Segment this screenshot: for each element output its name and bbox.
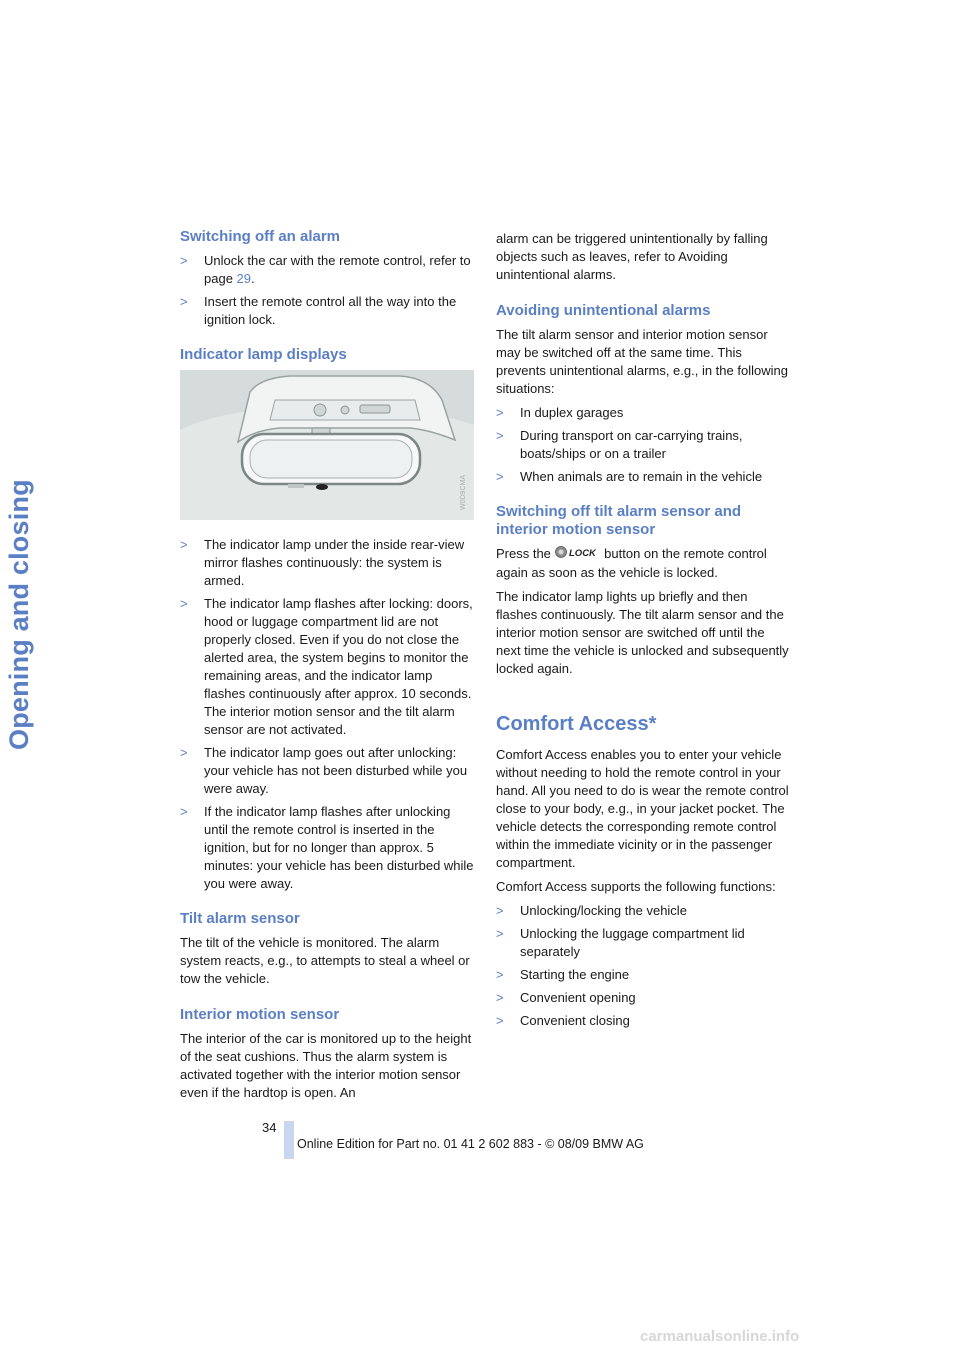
bullet-icon: > bbox=[180, 253, 188, 268]
watermark: carmanualsonline.info bbox=[640, 1328, 800, 1345]
lock-button-icon bbox=[555, 545, 601, 564]
footer-bar bbox=[284, 1121, 294, 1159]
list-item: > The indicator lamp flashes after locking: doors, hood or luggage compartment lid are not properly closed. Even if you do not close the alerted area, the system begins to monitor the remaining areas, and the indicator lamp flashes continuously after approx. 10 seconds. The interior motion sensor and the tilt alarm sensor are not activated. bbox=[180, 596, 473, 737]
list-item: > The indicator lamp under the inside rear-view mirror flashes continuously: the system is armed. bbox=[180, 537, 465, 588]
avoiding-alarms-list bbox=[496, 404, 792, 486]
list-item: > Unlocking the luggage compartment lid separately bbox=[496, 926, 745, 960]
page-number: 34 bbox=[262, 1120, 277, 1135]
continued-text: alarm can be triggered unintentionally by falling objects such as leaves, refer to Avoiding unintentional alarms. bbox=[496, 231, 768, 282]
chapter-title: Opening and closing bbox=[4, 479, 34, 750]
comfort-functions-list bbox=[496, 902, 792, 1030]
bullet-icon: > bbox=[496, 469, 504, 484]
bullet-icon: > bbox=[180, 537, 188, 552]
comfort-functions-text: Comfort Access supports the following functions: bbox=[496, 879, 776, 895]
bullet-icon: > bbox=[496, 1013, 504, 1029]
list-item: > If the indicator lamp flashes after unlocking until the remote control is inserted in the ignition, but for no longer than approx. 5 minutes: your vehicle has been disturbed while you were away. bbox=[180, 804, 474, 891]
heading-indicator-lamp: Indicator lamp displays bbox=[180, 346, 347, 363]
list-item: > Insert the remote control all the way into the ignition lock. bbox=[180, 294, 457, 327]
tilt-alarm-text: The tilt of the vehicle is monitored. The alarm system reacts, e.g., to attempts to steal a wheel or tow the vehicle. bbox=[180, 935, 470, 986]
interior-motion-text: The interior of the car is monitored up to the height of the seat cushions. Thus the alarm system is activated together with the interior motion sensor even if the hardtop is open. An bbox=[180, 1031, 472, 1100]
avoiding-alarms-text: The tilt alarm sensor and interior motion sensor may be switched off at the same time. This prevents unintentional alarms, e.g., in the following situations: bbox=[496, 327, 788, 396]
press-lock-text: Press the LOCK button on the remote control again as soon as the vehicle is locked. bbox=[496, 546, 767, 581]
indicator-lamp-list bbox=[180, 536, 476, 893]
list-item: > The indicator lamp goes out after unlocking: your vehicle has not been disturbed while you were away. bbox=[180, 745, 468, 796]
list-item: > When animals are to remain in the vehicle bbox=[496, 469, 763, 484]
bullet-icon: > bbox=[496, 428, 504, 443]
bullet-icon: > bbox=[180, 294, 188, 309]
heading-avoiding-alarms: Avoiding unintentional alarms bbox=[496, 302, 711, 319]
left-column bbox=[180, 228, 476, 1108]
heading-switching-off-alarm: Switching off an alarm bbox=[180, 228, 341, 245]
chapter-sidebar bbox=[0, 225, 60, 755]
bullet-icon: > bbox=[496, 967, 504, 983]
list-item: > Starting the engine bbox=[496, 967, 630, 983]
bullet-icon: > bbox=[180, 804, 188, 819]
bullet-icon: > bbox=[180, 596, 188, 611]
list-item: > Convenient opening bbox=[496, 990, 636, 1006]
indicator-lamp-text: The indicator lamp lights up briefly and then flashes continuously. The tilt alarm sensor and the interior motion sensor are switched off until the next time the vehicle is unlocked and subsequently locked again. bbox=[496, 589, 789, 677]
lock-label: LOCK bbox=[568, 548, 596, 560]
bullet-icon: > bbox=[496, 903, 504, 919]
heading-switching-off-sensors: Switching off tilt alarm sensor and interior motion sensor bbox=[496, 503, 742, 538]
rear-view-mirror-illustration bbox=[180, 370, 474, 520]
heading-interior-motion-sensor: Interior motion sensor bbox=[180, 1006, 340, 1023]
heading-tilt-alarm-sensor: Tilt alarm sensor bbox=[180, 910, 300, 927]
list-item: > During transport on car-carrying trains, boats/ships or on a trailer bbox=[496, 428, 743, 461]
switching-off-list bbox=[180, 252, 476, 329]
list-item: > Unlock the car with the remote control, refer to page 29. bbox=[180, 253, 471, 286]
page-link[interactable]: 29 bbox=[236, 271, 252, 286]
comfort-access-text: Comfort Access enables you to enter your vehicle without needing to hold the remote control in your hand. All you need to do is wear the remote control close to your body, e.g., in your jacket pocket. The vehicle detects the corresponding remote control within the immediate vicinity or in the passenger compartment. bbox=[496, 747, 789, 871]
list-item: > Unlocking/locking the vehicle bbox=[496, 903, 687, 919]
bullet-icon: > bbox=[496, 926, 504, 942]
edition-text: Online Edition for Part no. 01 41 2 602 883 - © 08/09 BMW AG bbox=[297, 1137, 644, 1151]
list-item: > In duplex garages bbox=[496, 405, 624, 420]
bullet-icon: > bbox=[496, 405, 504, 420]
right-column bbox=[496, 230, 792, 1035]
list-item: > Convenient closing bbox=[496, 1013, 630, 1029]
heading-comfort-access: Comfort Access* bbox=[496, 713, 657, 736]
bullet-icon: > bbox=[180, 745, 188, 760]
bullet-icon: > bbox=[496, 990, 504, 1006]
figure-code: W0D9CMA bbox=[460, 474, 467, 510]
